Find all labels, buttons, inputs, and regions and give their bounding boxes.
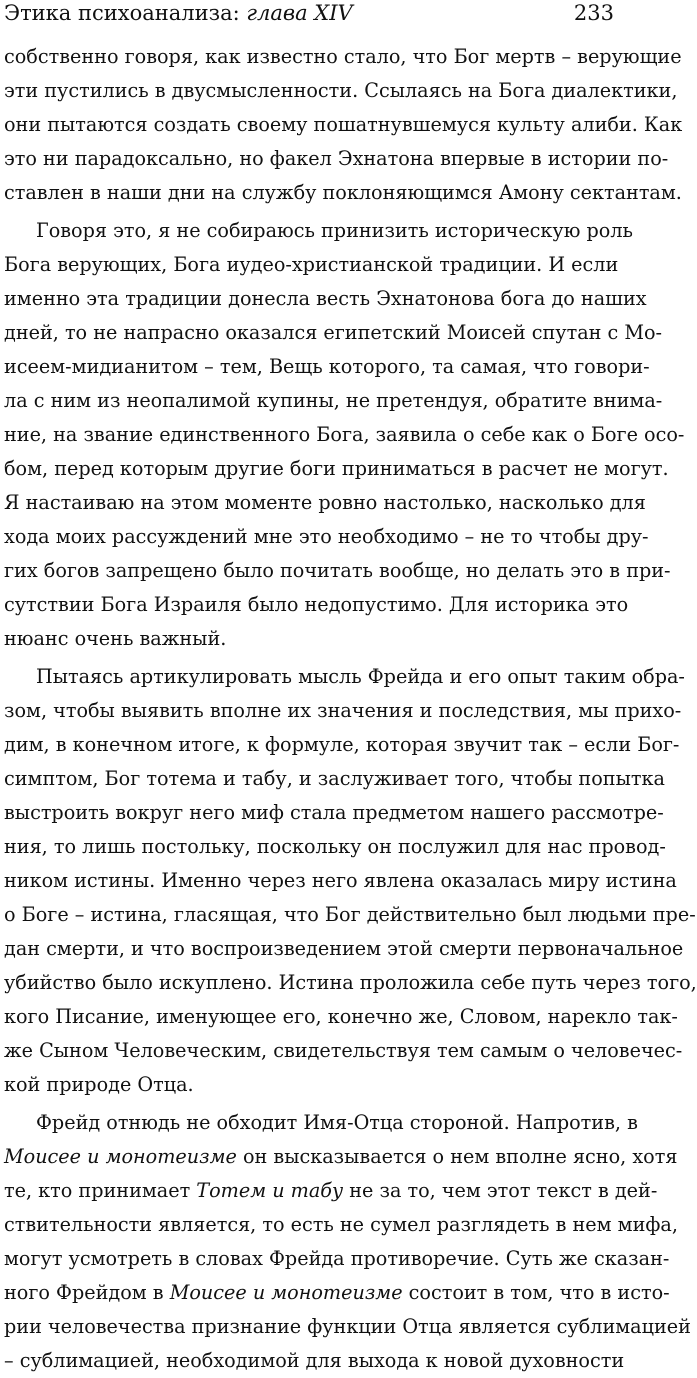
text-segment: рии человечества признание функции Отца является сублимацией bbox=[4, 1315, 691, 1338]
text-segment: Фрейд отнюдь не обходит Имя-Отца стороной. Напротив, в bbox=[36, 1111, 638, 1134]
text-line: гих богов запрещено было почитать вообще, но делать это в при- bbox=[4, 559, 671, 582]
text-line: сутствии Бога Израиля было недопустимо. Для историка это bbox=[4, 593, 629, 616]
text-line: хода моих рассуждений мне это необходимо – не то чтобы дру- bbox=[4, 525, 649, 548]
text-segment: те, кто принимает bbox=[4, 1179, 197, 1202]
text-line: ние, на звание единственного Бога, заявила о себе как о Боге осо- bbox=[4, 423, 685, 446]
body-text bbox=[4, 40, 697, 1378]
text-line: дней, то не напрасно оказался египетский Моисей спутан с Мо- bbox=[4, 321, 663, 344]
text-line: кого Писание, именующее его, конечно же, Словом, нарекло так- bbox=[4, 1005, 678, 1028]
text-line: Пытаясь артикулировать мысль Фрейда и его опыт таким обра- bbox=[36, 665, 685, 688]
text-line: выстроить вокруг него миф стала предметом нашего рассмотре- bbox=[4, 801, 664, 824]
text-segment: он высказывается о нем вполне ясно, хотя bbox=[236, 1145, 678, 1168]
text-segment: могут усмотреть в словах Фрейда противоречие. Суть же сказан- bbox=[4, 1247, 670, 1270]
text-segment: – сублимацией, необходимой для выхода к новой духовности bbox=[4, 1349, 625, 1372]
text-line: эти пустились в двусмысленности. Ссылаясь на Бога диалектики, bbox=[4, 79, 678, 102]
text-line: бом, перед которым другие боги приниматься в расчет не могут. bbox=[4, 457, 669, 480]
text-segment: состоит в том, что в исто- bbox=[402, 1281, 670, 1304]
text-line bbox=[4, 1208, 678, 1242]
text-line: симптом, Бог тотема и табу, и заслуживает того, чтобы попытка bbox=[4, 767, 665, 790]
text-line: ния, то лишь постольку, поскольку он послужил для нас провод- bbox=[4, 835, 666, 858]
text-line bbox=[4, 1106, 638, 1140]
text-line: они пытаются создать своему пошатнувшемуся культу алиби. Как bbox=[4, 113, 683, 136]
italic-title: Моисее и монотеизме bbox=[169, 1281, 403, 1304]
text-line bbox=[4, 1242, 670, 1276]
text-line: Я настаиваю на этом моменте ровно настолько, насколько для bbox=[4, 491, 646, 514]
text-line: именно эта традиции донесла весть Эхнатонова бога до наших bbox=[4, 287, 647, 310]
text-line: Говоря это, я не собираюсь принизить историческую роль bbox=[36, 219, 633, 242]
page-number: 233 bbox=[573, 1, 614, 25]
text-line bbox=[4, 1344, 625, 1378]
text-line: ставлен в наши дни на службу поклоняющимся Амону сектантам. bbox=[4, 181, 682, 204]
chapter-title-italic: глава XIV bbox=[246, 1, 353, 25]
text-line: кой природе Отца. bbox=[4, 1073, 194, 1096]
text-line: нюанс очень важный. bbox=[4, 627, 227, 650]
chapter-title-plain: Этика психоанализа: bbox=[4, 1, 247, 25]
italic-title: Тотем и табу bbox=[196, 1179, 344, 1202]
text-line: дан смерти, и что воспроизведением этой смерти первоначальное bbox=[4, 937, 684, 960]
text-line: же Сыном Человеческим, свидетельствуя тем самым о человечес- bbox=[4, 1039, 683, 1062]
running-header bbox=[4, 0, 614, 34]
text-segment: ного Фрейдом в bbox=[4, 1281, 170, 1304]
text-line bbox=[4, 1310, 691, 1344]
text-line: ником истины. Именно через него явлена оказалась миру истина bbox=[4, 869, 677, 892]
text-line: ла с ним из неопалимой купины, не претендуя, обратите внима- bbox=[4, 389, 663, 412]
text-line bbox=[4, 1276, 670, 1310]
text-line: дим, в конечном итоге, к формуле, которая звучит так – если Бог- bbox=[4, 733, 680, 756]
text-segment: ствительности является, то есть не сумел разглядеть в нем мифа, bbox=[4, 1213, 678, 1236]
italic-title: Моисее и монотеизме bbox=[4, 1145, 237, 1168]
text-line: о Боге – истина, гласящая, что Бог действительно был людьми пре- bbox=[4, 903, 696, 926]
text-segment: не за то, чем этот текст в дей- bbox=[343, 1179, 658, 1202]
text-line: зом, чтобы выявить вполне их значения и последствия, мы прихо- bbox=[4, 699, 682, 722]
text-line bbox=[4, 1174, 658, 1208]
text-line: это ни парадоксально, но факел Эхнатона впервые в истории по- bbox=[4, 147, 669, 170]
chapter-title bbox=[4, 0, 353, 26]
text-line: собственно говоря, как известно стало, что Бог мертв – верующие bbox=[4, 45, 682, 68]
text-line: исеем-мидианитом – тем, Вещь которого, та самая, что говори- bbox=[4, 355, 650, 378]
text-line bbox=[4, 1140, 678, 1174]
text-line: убийство было искуплено. Истина проложила себе путь через того, bbox=[4, 971, 697, 994]
text-line: Бога верующих, Бога иудео-христианской традиции. И если bbox=[4, 253, 619, 276]
